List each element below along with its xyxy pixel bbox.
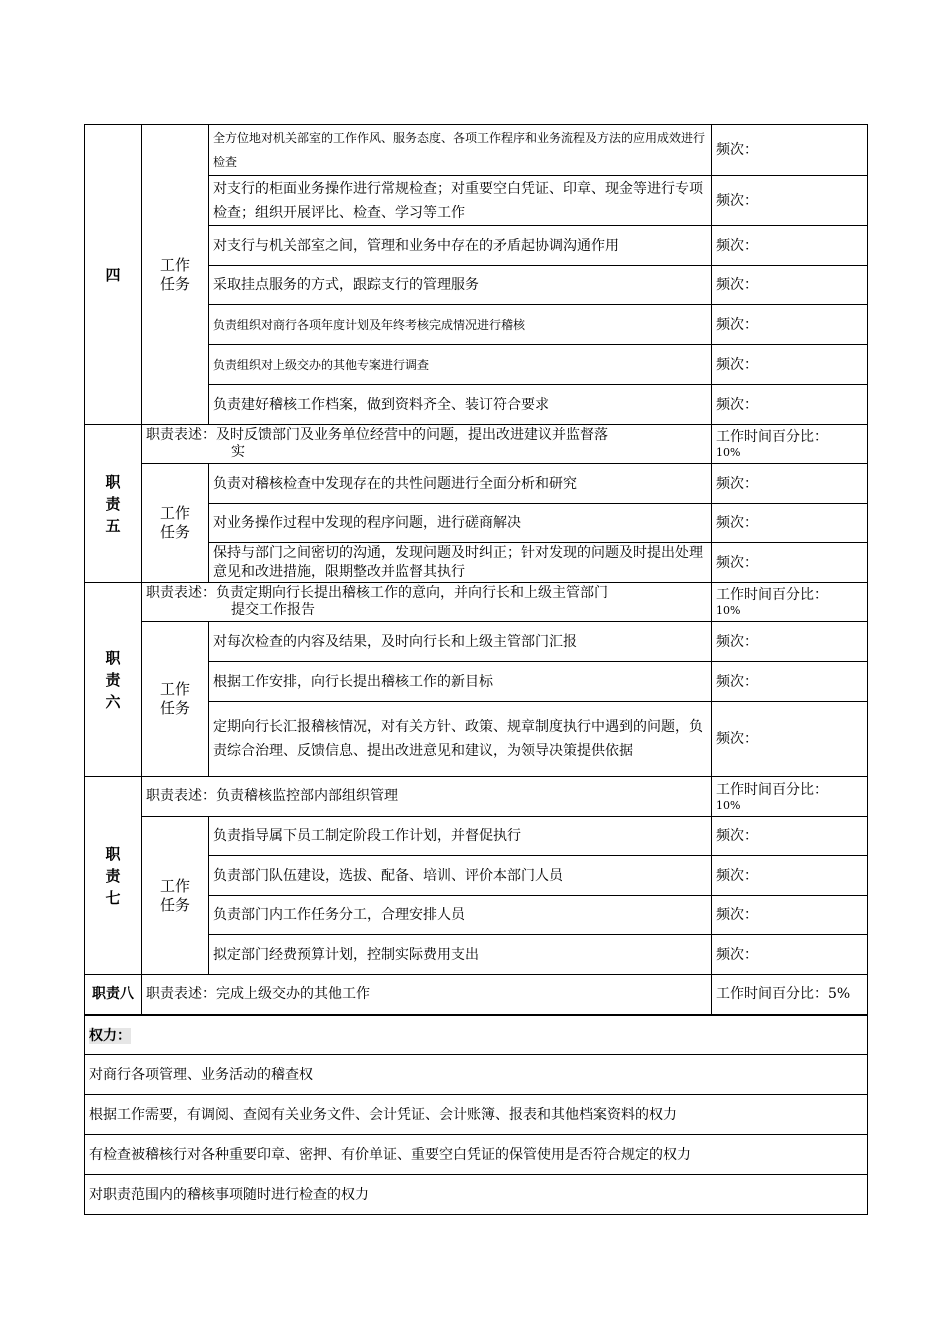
duty4-task-5: 负责组织对商行各项年度计划及年终考核完成情况进行稽核	[209, 305, 712, 345]
duty5-task-row	[85, 464, 868, 504]
duty7-desc: 职责表述：负责稽核监控部内部组织管理	[142, 777, 712, 817]
duty7-freq-2: 频次：	[712, 856, 868, 896]
power-item-1: 对商行各项管理、业务活动的稽查权	[85, 1054, 868, 1094]
duty4-freq-2: 频次：	[712, 176, 868, 226]
duty5-pct: 工作时间百分比： 10%	[712, 425, 868, 464]
duty4-freq-1: 频次：	[712, 125, 868, 176]
duty6-desc-row	[85, 583, 868, 622]
duty7-task-1: 负责指导属下员工制定阶段工作计划，并督促执行	[209, 817, 712, 856]
duty7-desc-row	[85, 777, 868, 817]
duty6-task-3: 定期向行长汇报稽核情况，对有关方针、政策、规章制度执行中遇到的问题，负责综合治理、反馈信息、提出改进意见和建议，为领导决策提供依据	[209, 702, 712, 777]
powers-heading: 权力：	[89, 1027, 131, 1044]
duty7-task-4: 拟定部门经费预算计划，控制实际费用支出	[209, 935, 712, 975]
duty5-desc: 职责表述：及时反馈部门及业务单位经营中的问题，提出改进建议并监督落 实	[142, 425, 712, 464]
duty5-freq-1: 频次：	[712, 464, 868, 504]
duty7-freq-4: 频次：	[712, 935, 868, 975]
duty7-label: 职责七	[85, 777, 142, 975]
power-item-3: 有检查被稽核行对各种重要印章、密押、有价单证、重要空白凭证的保管使用是否符合规定的权力	[85, 1134, 868, 1174]
duty6-pct: 工作时间百分比： 10%	[712, 583, 868, 622]
power-row	[85, 1174, 868, 1214]
power-row	[85, 1094, 868, 1134]
duty4-task-4: 采取挂点服务的方式，跟踪支行的管理服务	[209, 266, 712, 305]
duty7-freq-3: 频次：	[712, 896, 868, 935]
duty-table	[84, 124, 868, 1215]
duty7-task-row	[85, 817, 868, 856]
duty5-task-label: 工作任务	[142, 464, 209, 583]
duty4-freq-5: 频次：	[712, 305, 868, 345]
powers-heading-cell	[85, 1015, 868, 1055]
duty7-task-3: 负责部门内工作任务分工，合理安排人员	[209, 896, 712, 935]
duty5-freq-3: 频次：	[712, 543, 868, 583]
duty4-task-row	[85, 125, 868, 176]
power-item-2: 根据工作需要，有调阅、查阅有关业务文件、会计凭证、会计账簿、报表和其他档案资料的权力	[85, 1094, 868, 1134]
power-item-4: 对职责范围内的稽核事项随时进行检查的权力	[85, 1174, 868, 1214]
duty5-freq-2: 频次：	[712, 504, 868, 543]
duty4-task-6: 负责组织对上级交办的其他专案进行调查	[209, 345, 712, 385]
duty6-desc: 职责表述：负责定期向行长提出稽核工作的意向，并向行长和上级主管部门 提交工作报告	[142, 583, 712, 622]
duty7-task-2: 负责部门队伍建设，选拔、配备、培训、评价本部门人员	[209, 856, 712, 896]
duty8-desc: 职责表述：完成上级交办的其他工作	[142, 975, 712, 1015]
duty4-freq-3: 频次：	[712, 226, 868, 266]
duty6-freq-2: 频次：	[712, 662, 868, 702]
duty6-task-row	[85, 622, 868, 662]
duty4-task-3: 对支行与机关部室之间，管理和业务中存在的矛盾起协调沟通作用	[209, 226, 712, 266]
duty5-task-2: 对业务操作过程中发现的程序问题，进行磋商解决	[209, 504, 712, 543]
duty6-task-1: 对每次检查的内容及结果，及时向行长和上级主管部门汇报	[209, 622, 712, 662]
duty4-freq-6: 频次：	[712, 345, 868, 385]
duty4-label: 四	[85, 125, 142, 425]
duty5-task-1: 负责对稽核检查中发现存在的共性问题进行全面分析和研究	[209, 464, 712, 504]
duty8-pct: 工作时间百分比：5%	[712, 975, 868, 1015]
duty8-row	[85, 975, 868, 1015]
duty4-freq-4: 频次：	[712, 266, 868, 305]
duty4-task-label: 工作任务	[142, 125, 209, 425]
duty5-task-3: 保持与部门之间密切的沟通，发现问题及时纠正；针对发现的问题及时提出处理意见和改进措施，限期整改并监督其执行	[209, 543, 712, 583]
duty5-label: 职责五	[85, 425, 142, 583]
powers-heading-row	[85, 1015, 868, 1055]
duty6-freq-1: 频次：	[712, 622, 868, 662]
duty5-desc-row	[85, 425, 868, 464]
duty7-freq-1: 频次：	[712, 817, 868, 856]
power-row	[85, 1134, 868, 1174]
duty6-task-label: 工作任务	[142, 622, 209, 777]
duty4-task-1: 全方位地对机关部室的工作作风、服务态度、各项工作程序和业务流程及方法的应用成效进行检查	[209, 125, 712, 176]
duty8-label: 职责八	[85, 975, 142, 1015]
duty6-task-2: 根据工作安排，向行长提出稽核工作的新目标	[209, 662, 712, 702]
duty4-task-7: 负责建好稽核工作档案，做到资料齐全、装订符合要求	[209, 385, 712, 425]
duty4-freq-7: 频次：	[712, 385, 868, 425]
duty4-task-2: 对支行的柜面业务操作进行常规检查；对重要空白凭证、印章、现金等进行专项检查；组织开展评比、检查、学习等工作	[209, 176, 712, 226]
power-row	[85, 1054, 868, 1094]
duty7-task-label: 工作任务	[142, 817, 209, 975]
duty7-pct: 工作时间百分比： 10%	[712, 777, 868, 817]
duty6-label: 职责六	[85, 583, 142, 777]
duty6-freq-3: 频次：	[712, 702, 868, 777]
